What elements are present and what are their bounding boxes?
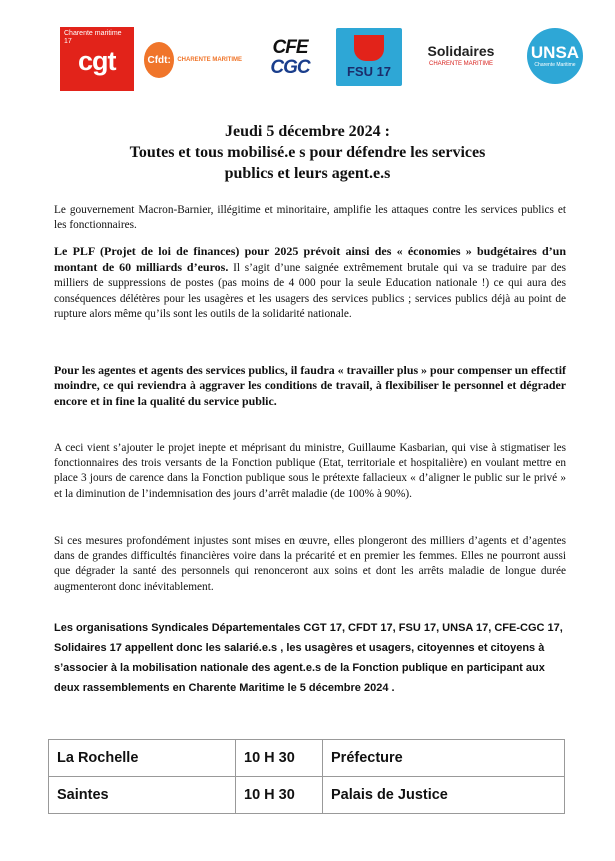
paragraph-plf [54,244,566,322]
paragraph-kasbarian: A ceci vient s’ajouter le projet inepte et méprisant du ministre, Guillaume Kasbarian, qui vise à stigmatiser les fonctionnaires des trois versants de la Fonction publique (Etat, territoriale et hospitalière) en voulant mettre en place 3 jours de carence dans la Fonction publique sous le prétexte fallacieux « d’aligner le public sur le privé » et la diminution de l’indemnisation des jours d’arrêt maladie (de 100% à 90%). [54,442,566,500]
cfe-logo-line2: CGC [270,57,310,78]
city-cell: La Rochelle [49,740,236,777]
main-title [0,142,615,184]
unsa-logo-sub: Charente Maritime [534,61,576,68]
main-title-line1: Toutes et tous mobilisé.e s pour défendre les services [129,144,486,161]
fsu-logo [336,28,402,86]
paragraph-intro: Le gouvernement Macron-Barnier, illégitime et minoritaire, amplifie les attaques contre les services publics et les fonctionnaires. [54,204,566,232]
table-row [49,740,565,777]
time-cell: 10 H 30 [236,777,323,814]
table-row [49,777,565,814]
fsu-logo-name: FSU 17 [346,64,392,79]
cfdt-logo [144,40,242,80]
paragraph-consequences: Si ces mesures profondément injustes sont mises en œuvre, elles plongeront des milliers d’agents et d’agentes dans de grandes difficultés financières voire dans la précarité et en premier les femmes. Elles ne pourront aussi que dégrader la santé des personnels qui renonceront aux soins et dont les arrêts maladie de longue durée augmenteront donc inévitablement. [54,535,566,593]
unsa-logo [527,28,583,84]
solidaires-logo-sub: CHARENTE MARITIME [428,61,493,67]
place-cell: Préfecture [323,740,565,777]
rassemblements-table [48,739,565,814]
fsu-emblem-icon [354,35,384,61]
time-cell: 10 H 30 [236,740,323,777]
cgt-logo-region: Charente maritime [64,30,122,37]
union-logos [0,0,615,100]
main-title-line2: publics et leurs agent.e.s [224,165,391,182]
date-heading: Jeudi 5 décembre 2024 : [224,123,390,140]
paragraph-call-to-action: Les organisations Syndicales Départementales CGT 17, CFDT 17, FSU 17, UNSA 17, CFE-CGC 17, Solidaires 17 appellent donc les salarié.e.s , les usagères et usagers, citoyennes et citoyens à s’associer à la mobilisation nationale des agent.e.s de la Fonction publique en participant aux deux rassemblements en Charente Maritime le 5 décembre 2024 . [54,622,563,694]
solidaires-logo-name: Solidaires [427,43,495,59]
cfe-cgc-logo [258,28,322,88]
cgt-logo-name: cgt [78,46,116,76]
place-cell: Palais de Justice [323,777,565,814]
cfe-logo-line1: CFE [272,37,308,58]
paragraph-plf-text: Il s’agit d’une saignée extrêmement brutale qui va se traduire par des milliers de suppressions de postes (pas moins de 4 000 pour la seule Education nationale !) ce qui aura des conséquences délétères pour les usagères et les usagers des services publics ; services publics déjà au point de rupture alors même qu’ils sont les outils de la solidarité nationale. [54,262,566,320]
cfdt-logo-sub: CHARENTE MARITIME [177,57,242,63]
paragraph-plf-bold: Le PLF (Projet de loi de finances) pour 2025 prévoit ainsi des « économies » budgétaires d’un montant de 60 milliards d’euros. [54,244,566,275]
cfdt-logo-name: Cfdt: [144,42,174,78]
cgt-logo-number: 17 [64,38,72,45]
solidaires-logo [414,36,508,76]
unsa-logo-name: UNSA [530,42,580,62]
city-cell: Saintes [49,777,236,814]
paragraph-agents: Pour les agentes et agents des services publics, il faudra « travailler plus » pour compenser un effectif moindre, ce qui reviendra à aggraver les conditions de travail, à flexibiliser le personnel et dégrader encore et in fine la qualité du service public. [54,363,566,408]
cgt-logo [60,27,134,91]
